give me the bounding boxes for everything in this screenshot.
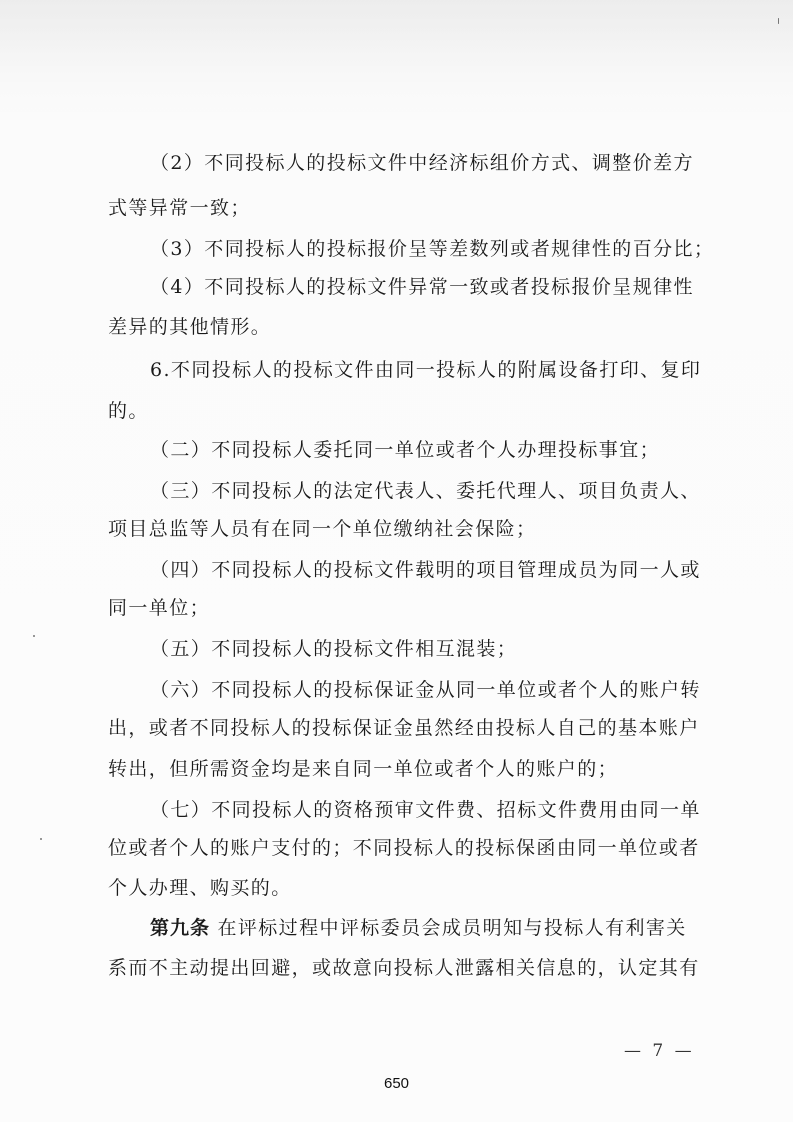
text-line: 同一单位； — [108, 597, 211, 619]
text-line: （2）不同投标人的投标文件中经济标组价方式、调整价差方 — [150, 152, 694, 174]
text-line: （七）不同投标人的资格预审文件费、招标文件费用由同一单 — [150, 799, 701, 821]
scan-speck — [33, 635, 35, 637]
text-line: （4）不同投标人的投标文件异常一致或者投标报价呈规律性 — [150, 276, 694, 298]
text-line: （三）不同投标人的法定代表人、委托代理人、项目负责人、 — [150, 480, 701, 502]
text-line: （3）不同投标人的投标报价呈等差数列或者规律性的百分比； — [150, 238, 715, 260]
article-heading: 第九条 — [150, 917, 211, 939]
scan-speck — [40, 838, 42, 840]
text-line: 位或者个人的账户支付的；不同投标人的投标保函由同一单位或者 — [108, 837, 700, 859]
text-line: （五）不同投标人的投标文件相互混装； — [150, 638, 518, 660]
text-segment: 在评标过程中评标委员会成员明知与投标人有利害关 — [217, 917, 687, 939]
text-line: （六）不同投标人的投标保证金从同一单位或者个人的账户转 — [150, 679, 701, 701]
text-line: 转出，但所需资金均是来自同一单位或者个人的账户的； — [108, 758, 619, 780]
text-line: 个人办理、购买的。 — [108, 877, 292, 899]
text-line: 项目总监等人员有在同一个单位缴纳社会保险； — [108, 518, 537, 540]
footer-number: 650 — [383, 1075, 410, 1092]
page-number: — 7 — — [624, 1041, 695, 1061]
text-line: 系而不主动提出回避，或故意向投标人泄露相关信息的，认定其有 — [108, 957, 700, 979]
article-nine-line — [150, 916, 740, 940]
text-line: 差异的其他情形。 — [108, 316, 272, 338]
text-line: 6.不同投标人的投标文件由同一投标人的附属设备打印、复印 — [150, 359, 702, 381]
scan-shadow — [0, 0, 793, 120]
text-line: （二）不同投标人委托同一单位或者个人办理投标事宜； — [150, 439, 661, 461]
scan-speck — [778, 18, 779, 24]
text-line: 的。 — [108, 400, 149, 422]
text-line: 出，或者不同投标人的投标保证金虽然经由投标人自己的基本账户 — [108, 717, 700, 739]
text-line: 式等异常一致； — [108, 197, 251, 219]
text-line: （四）不同投标人的投标文件载明的项目管理成员为同一人或 — [150, 559, 701, 581]
